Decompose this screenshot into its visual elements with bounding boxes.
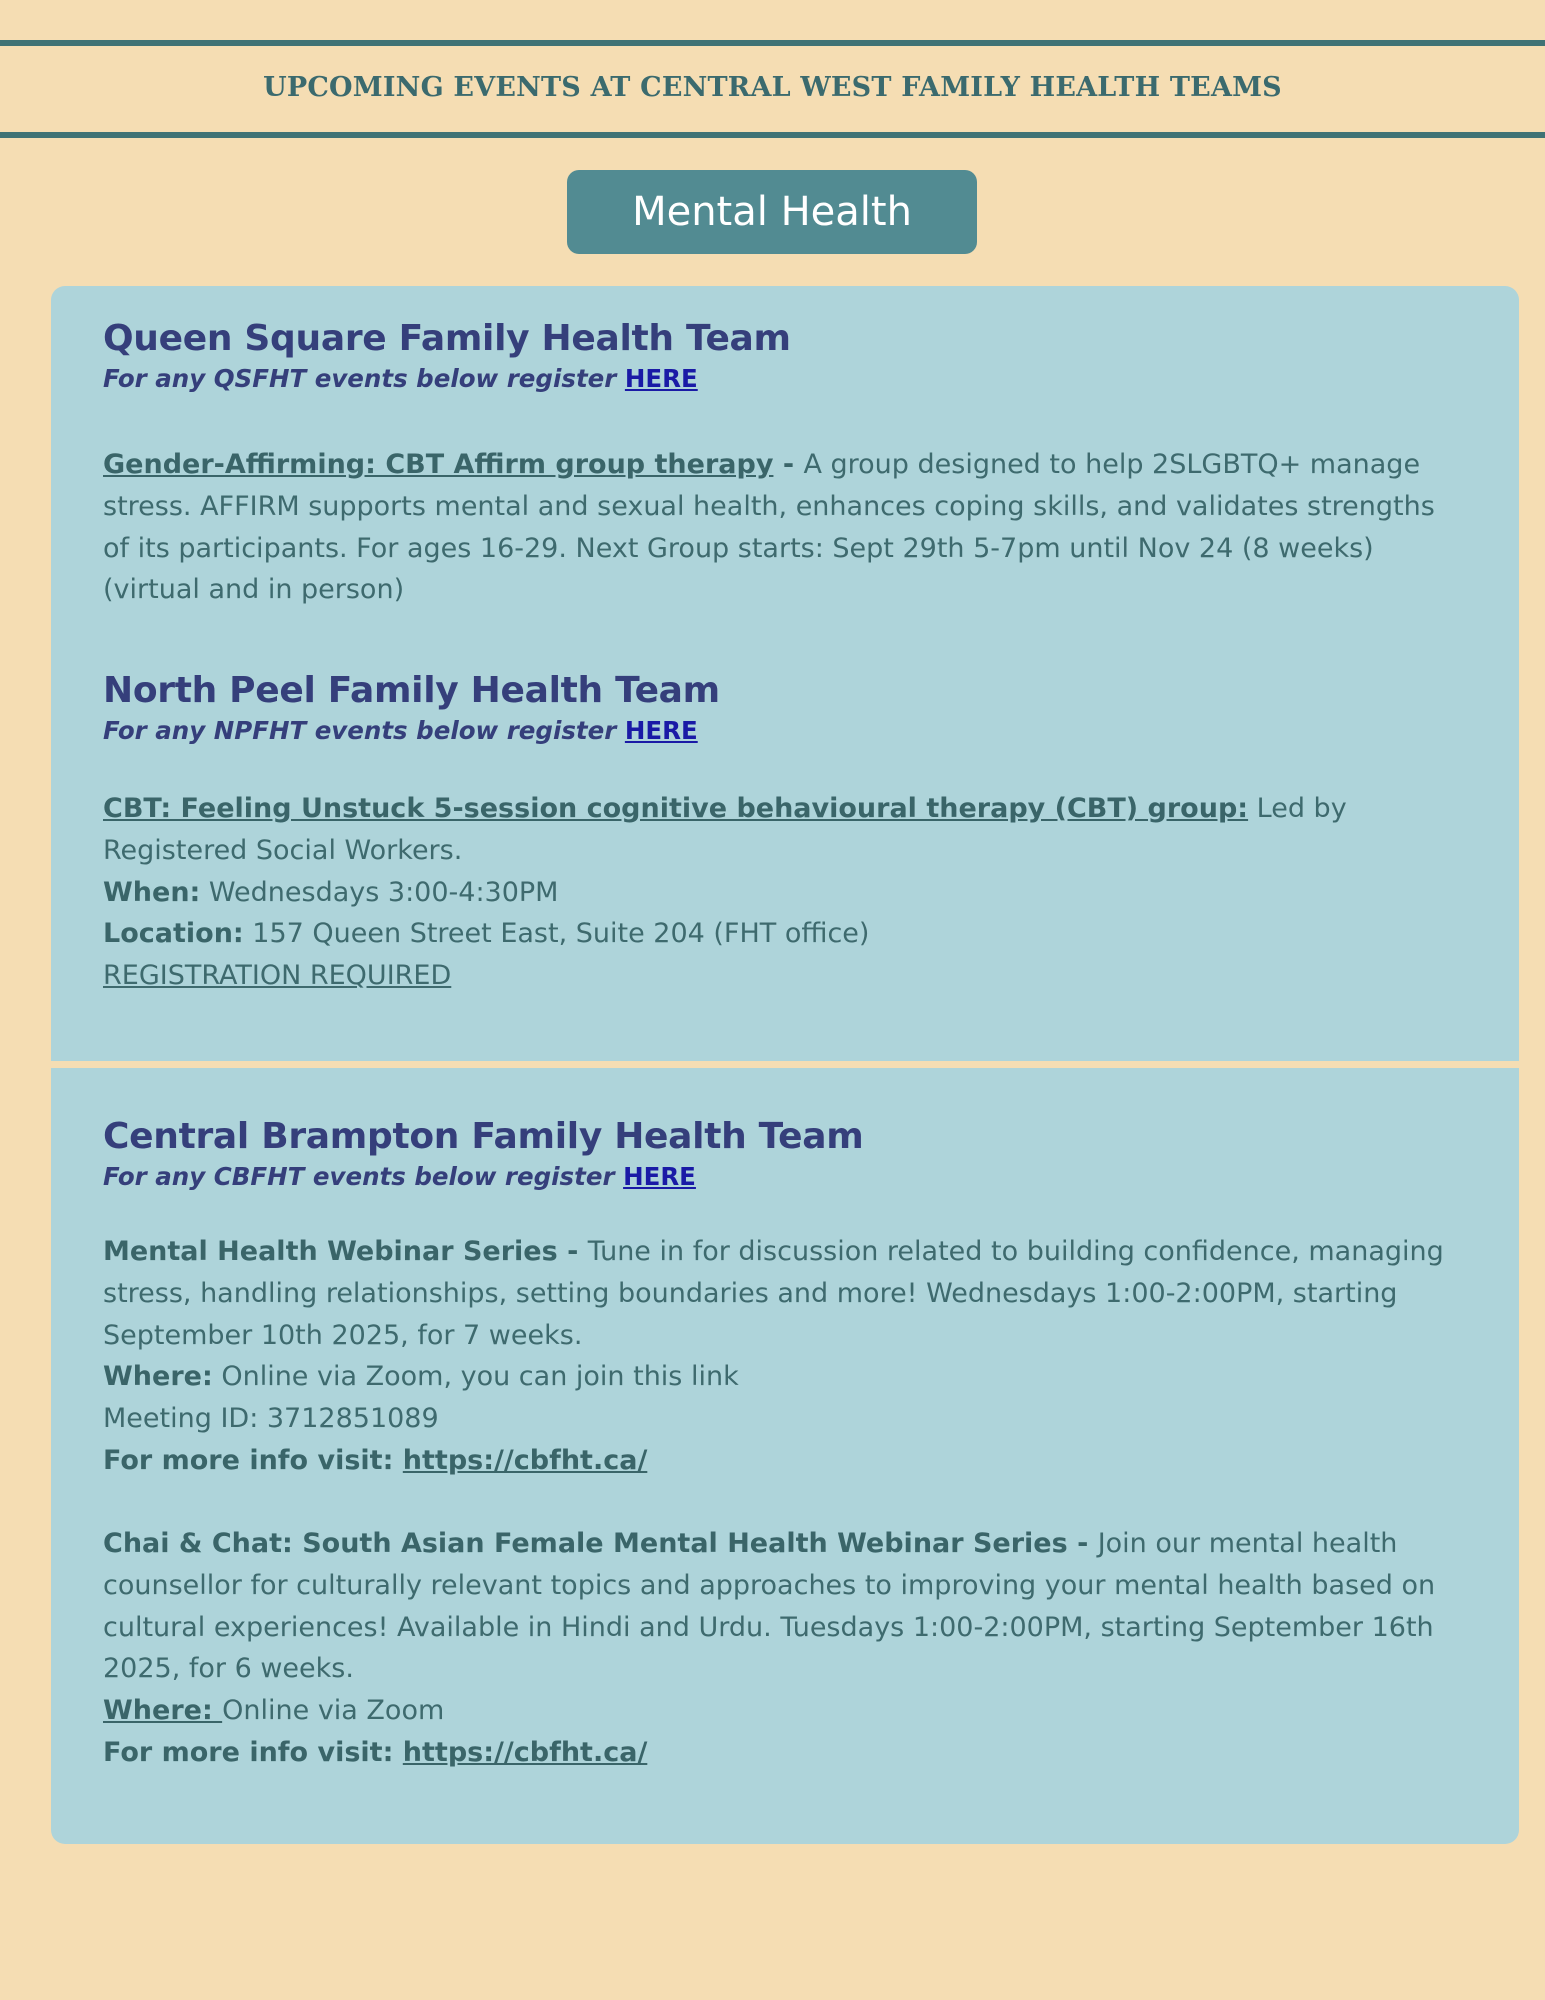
webinar-where-value: Online via Zoom, you can join this link [212,1361,739,1393]
npfht-register-link[interactable]: HERE [624,716,698,745]
cbfht-register-link[interactable]: HERE [623,1162,696,1191]
cbt-registration-required-link[interactable]: REGISTRATION REQUIRED [103,960,452,992]
cbt-event-title: CBT: Feeling Unstuck 5-session cognitive behavioural therapy (CBT) group: [103,793,1249,824]
affirm-event-separator: - [773,449,804,480]
qsfht-event-affirm [103,444,1463,611]
webinar-info-label: For more info visit: [103,1444,403,1476]
cbt-location-line [103,913,1463,955]
affirm-event-title: Gender-Affirming: CBT Affirm group therapy [103,449,774,480]
npfht-section [103,668,1463,748]
chai-info-url-link[interactable]: https://cbfht.ca/ [402,1736,648,1768]
cbt-when-label: When: [103,876,201,908]
webinar-where-label: Where: [103,1361,213,1393]
cbfht-section [103,1114,1463,1194]
cbfht-heading: Central Brampton Family Health Team [103,1116,864,1157]
chai-where-value: Online via Zoom [222,1695,445,1727]
chai-event-title: Chai & Chat: South Asian Female Mental Health Webinar Series - [103,1528,1098,1559]
webinar-where-line [103,1356,1463,1398]
chai-info-line [103,1732,1463,1774]
webinar-event-title: Mental Health Webinar Series - [103,1236,588,1267]
cbfht-event-chai-chat [103,1523,1463,1774]
qsfht-heading: Queen Square Family Health Team [103,318,791,359]
webinar-meeting-id: Meeting ID: 3712851089 [103,1403,439,1435]
banner-title: UPCOMING EVENTS AT CENTRAL WEST FAMILY HEALTH TEAMS [263,72,1282,103]
cbfht-register-line [103,1160,1463,1194]
chai-where-line [103,1690,1463,1732]
cbt-event-description: Led by Registered Social Workers. [103,793,1347,866]
cbfht-event-webinar [103,1231,1463,1482]
cbfht-register-text: For any CBFHT events below register [103,1162,624,1191]
qsfht-register-link[interactable]: HERE [624,364,698,393]
webinar-info-line [103,1440,1463,1482]
banner-top-rule [0,40,1545,46]
npfht-register-text: For any NPFHT events below register [103,716,625,745]
chai-where-label: Where: [103,1695,223,1727]
chai-info-label: For more info visit: [103,1736,403,1768]
category-mental-health-pill: Mental Health [567,170,977,254]
webinar-event-description: Tune in for discussion related to building confidence, managing stress, handling relationships, setting boundaries and more! Wednesdays 1:00-2:00PM, starting September 10th 2025, for 7 weeks. [103,1236,1444,1351]
banner-bottom-rule [0,132,1545,138]
cbt-location-value: 157 Queen Street East, Suite 204 (FHT office) [243,918,870,950]
cbt-when-line [103,872,1463,914]
npfht-register-line [103,714,1463,748]
webinar-info-url-link[interactable]: https://cbfht.ca/ [402,1444,648,1476]
cbt-when-value: Wednesdays 3:00-4:30PM [200,876,559,908]
chai-event-description: Join our mental health counsellor for culturally relevant topics and approaches to improving your mental health based on cultural experiences! Available in Hindi and Urdu. Tuesdays 1:00-2:00PM, starting September 16th 2025, for 6 weeks. [103,1528,1436,1685]
cbt-location-label: Location: [103,918,244,950]
npfht-event-cbt [103,788,1463,997]
npfht-heading: North Peel Family Health Team [103,670,720,711]
qsfht-register-line [103,362,1463,396]
events-panel-top [51,286,1519,1061]
affirm-event-description: A group designed to help 2SLGBTQ+ manage stress. AFFIRM supports mental and sexual health, enhances coping skills, and validates strengths of its participants. For ages 16-29. Next Group starts: Sept 29th 5-7pm until Nov 24 (8 weeks) (virtual and in person) [103,449,1435,606]
qsfht-register-text: For any QSFHT events below register [103,364,625,393]
events-panel-bottom [51,1068,1519,1844]
qsfht-section [103,316,1463,396]
